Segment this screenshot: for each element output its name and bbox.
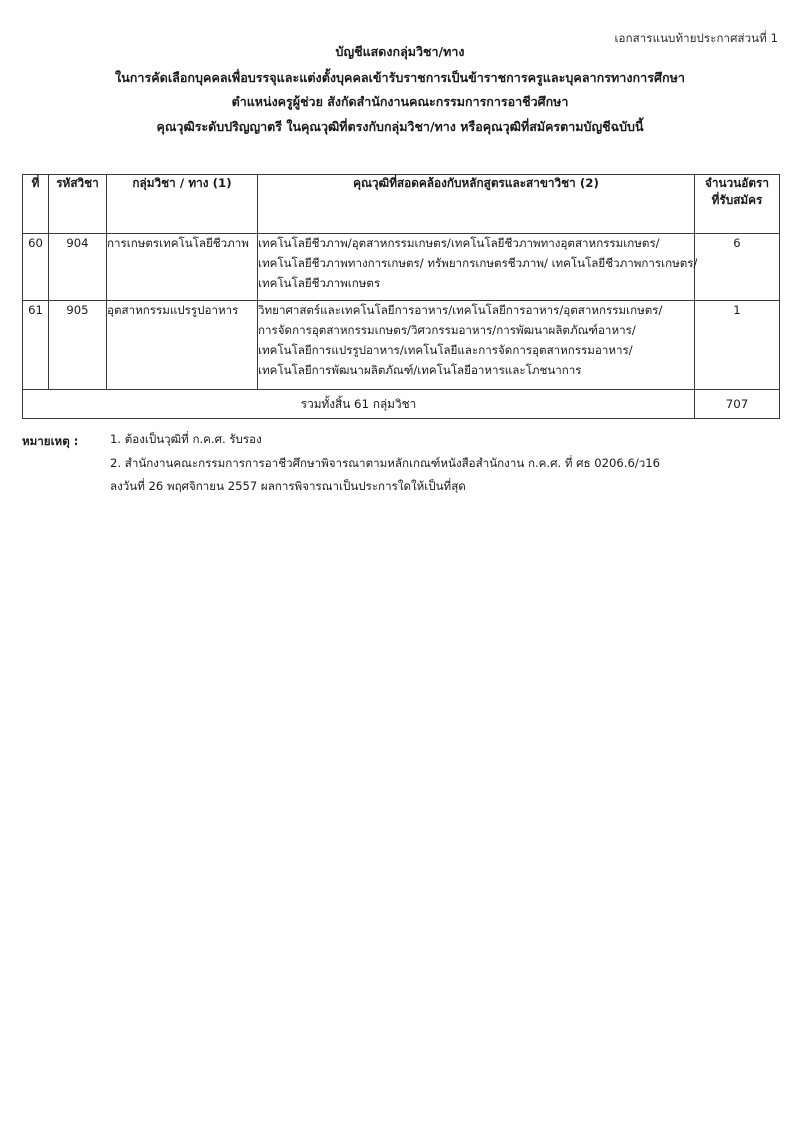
table-header [23, 175, 780, 234]
document-reference-note: เอกสารแนบท้ายประกาศส่วนที่ 1 [614, 31, 778, 45]
qualification-line: วิทยาศาสตร์และเทคโนโลยีการอาหาร/เทคโนโลยีการอาหาร/อุตสาหกรรมเกษตร/ [258, 303, 663, 317]
qualification-line: เทคโนโลยีการแปรรูปอาหาร/เทคโนโลยีและการจัดการอุตสาหกรรมอาหาร/ [258, 342, 633, 357]
table-row [23, 234, 780, 301]
position-count-header-line-1: จำนวนอัตรา [705, 176, 769, 190]
page-title: บัญชีแสดงกลุ่มวิชา/ทาง [335, 44, 465, 59]
position-count: 1 [695, 301, 780, 390]
row-number: 61 [23, 301, 49, 390]
footnotes-body [110, 434, 762, 493]
qualification-line: เทคโนโลยีชีวภาพเกษตร [258, 275, 381, 290]
subject-group-table-container [22, 174, 779, 419]
subject-code: 904 [49, 234, 107, 301]
column-header-qualification: คุณวุฒิที่สอดคล้องกับหลักสูตรและสาขาวิชา (2) [258, 175, 695, 234]
position-count: 6 [695, 234, 780, 301]
qualification-line: การจัดการอุตสาหกรรมเกษตร/วิศวกรรมอาหาร/การพัฒนาผลิตภัณฑ์อาหาร/ [258, 322, 636, 337]
subject-group-table [22, 174, 780, 419]
row-number: 60 [23, 234, 49, 301]
table-total-row [23, 390, 780, 419]
title-subline-2: ตำแหน่งครูผู้ช่วย สังกัดสำนักงานคณะกรรมการการอาชีวศึกษา [231, 94, 569, 110]
footnote-item: 2. สำนักงานคณะกรรมการการอาชีวศึกษาพิจารณาตามหลักเกณฑ์หนังสือสำนักงาน ก.ค.ศ. ที่ ศธ 0206.6/ว16 [110, 455, 661, 470]
qualification-line: เทคโนโลยีชีวภาพทางการเกษตร/ ทรัพยากรเกษตรชีวภาพ/ เทคโนโลยีชีวภาพการเกษตร/ [258, 255, 698, 270]
position-count-header-line-2: ที่รับสมัคร [711, 193, 763, 208]
title-subline-1: ในการคัดเลือกบุคคลเพื่อบรรจุและแต่งตั้งบุคคลเข้ารับราชการเป็นข้าราชการครูและบุคลากรทางการศึกษา [115, 69, 685, 85]
footnote-item: 1. ต้องเป็นวุฒิที่ ก.ค.ศ. รับรอง [110, 432, 262, 446]
title-subline-3: คุณวุฒิระดับปริญญาตรี ในคุณวุฒิที่ตรงกับกลุ่มวิชา/ทาง หรือคุณวุฒิที่สมัครตามบัญชีฉบับนี้ [156, 118, 644, 134]
qualification-list [258, 234, 698, 301]
footnotes-label: หมายเหตุ : [22, 434, 79, 448]
table-row [23, 301, 780, 390]
column-header-position-count [695, 175, 780, 234]
subject-group: อุตสาหกรรมแปรรูปอาหาร [107, 301, 258, 390]
subject-group: การเกษตรเทคโนโลยีชีวภาพ [107, 234, 258, 301]
total-label: รวมทั้งสิ้น 61 กลุ่มวิชา [23, 390, 695, 419]
column-header-no: ที่ [23, 175, 49, 234]
document-title-block [0, 46, 800, 145]
qualification-line: เทคโนโลยีชีวภาพ/อุตสาหกรรมเกษตร/เทคโนโลยีชีวภาพทางอุตสาหกรรมเกษตร/ [258, 236, 660, 250]
qualification-list [258, 301, 695, 390]
total-count: 707 [695, 390, 780, 419]
column-header-subject-code: รหัสวิชา [49, 175, 107, 234]
subject-code: 905 [49, 301, 107, 390]
table-header-row [23, 175, 780, 234]
qualification-line: เทคโนโลยีการพัฒนาผลิตภัณฑ์/เทคโนโลยีอาหารและโภชนาการ [258, 362, 582, 377]
footnote-continuation: ลงวันที่ 26 พฤศจิกายน 2557 ผลการพิจารณาเป็นประการใดให้เป็นที่สุด [110, 479, 466, 494]
footnotes-section [22, 434, 762, 493]
table-body [23, 234, 780, 419]
column-header-subject-group: กลุ่มวิชา / ทาง (1) [107, 175, 258, 234]
